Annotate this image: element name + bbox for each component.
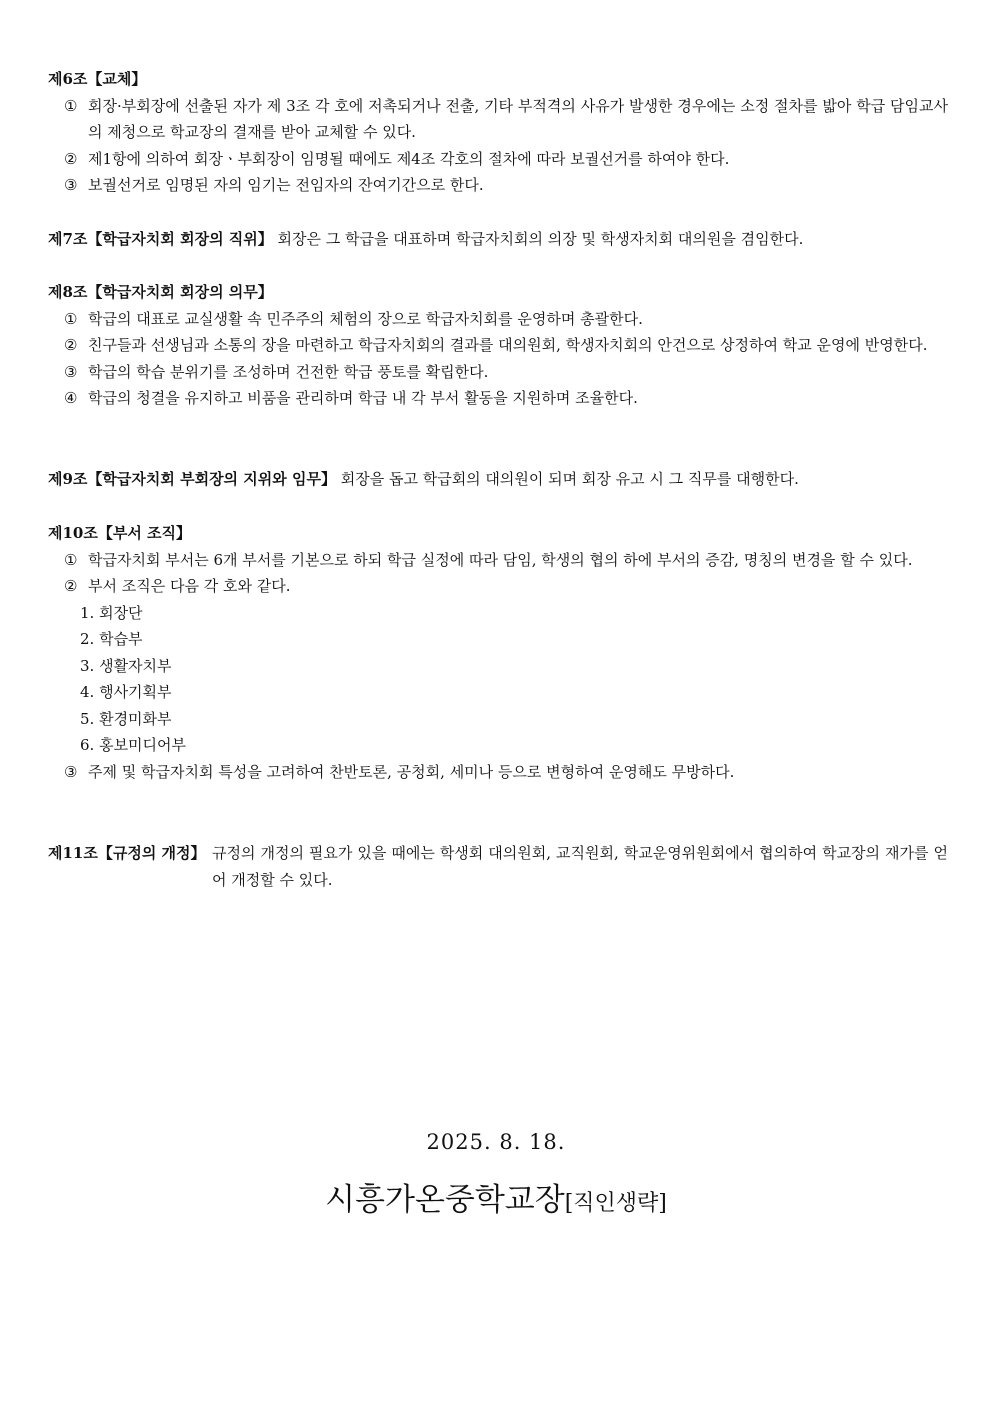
article-10-title: 제10조【부서 조직】 bbox=[48, 524, 192, 542]
item-number: ③ bbox=[64, 762, 78, 781]
department-item: 6. 홍보미디어부 bbox=[80, 736, 187, 754]
item-text: 회장·부회장에 선출된 자가 제 3조 각 호에 저촉되거나 전출, 기타 부적격의 사유가 발생한 경우에는 소정 절차를 밟아 학급 담임교사의 제청으로 학교장의 결재를 받아 교체할 수 있다. bbox=[88, 96, 948, 141]
article-9-title: 제9조【학급자치회 부회장의 지위와 임무】 bbox=[48, 470, 336, 488]
article-11-line bbox=[48, 840, 948, 893]
item-text: 보궐선거로 임명된 자의 임기는 전임자의 잔여기간으로 한다. bbox=[88, 176, 484, 194]
item-number: ② bbox=[64, 577, 78, 595]
article-8-item-1 bbox=[48, 306, 948, 333]
article-11-text: 규정의 개정의 필요가 있을 때에는 학생회 대의원회, 교직원회, 학교운영위원회에서 협의하여 학교장의 재가를 얻어 개정할 수 있다. bbox=[212, 844, 948, 889]
item-text: 학급의 학습 분위기를 조성하며 건전한 학급 풍토를 확립한다. bbox=[88, 362, 489, 381]
article-6-title: 제6조【교체】 bbox=[48, 70, 147, 88]
item-text: 친구들과 선생님과 소통의 장을 마련하고 학급자치회의 결과를 대의원회, 학생자치회의 안건으로 상정하여 학교 운영에 반영한다. bbox=[88, 336, 928, 354]
document-date: 2025. 8. 18. bbox=[426, 1130, 566, 1154]
item-text: 학급의 대표로 교실생활 속 민주주의 체험의 장으로 학급자치회를 운영하며 총괄한다. bbox=[88, 309, 643, 328]
article-9 bbox=[48, 466, 948, 493]
item-number: ① bbox=[64, 309, 78, 328]
item-text: 부서 조직은 다음 각 호와 같다. bbox=[88, 577, 291, 595]
article-10 bbox=[48, 520, 948, 785]
article-8 bbox=[48, 279, 948, 412]
article-7 bbox=[48, 226, 948, 253]
item-number: ④ bbox=[64, 389, 78, 407]
item-number: ③ bbox=[64, 176, 78, 194]
item-text: 주제 및 학급자치회 특성을 고려하여 찬반토론, 공청회, 세미나 등으로 변형하여 운영해도 무방하다. bbox=[88, 762, 735, 781]
item-text: 제1항에 의하여 회장ㆍ부회장이 임명될 때에도 제4조 각호의 절차에 따라 보궐선거를 하여야 한다. bbox=[88, 149, 730, 168]
article-7-line bbox=[48, 226, 948, 253]
article-7-text: 회장은 그 학급을 대표하며 학급자치회의 의장 및 학생자치회 대의원을 겸임한다. bbox=[272, 230, 804, 248]
article-9-line bbox=[48, 466, 948, 493]
article-6-item-2 bbox=[48, 146, 948, 173]
article-8-item-4 bbox=[48, 385, 948, 412]
item-number: ② bbox=[64, 149, 78, 168]
department-item: 4. 행사기획부 bbox=[80, 683, 172, 701]
item-number: ③ bbox=[64, 362, 78, 381]
article-8-item-2 bbox=[48, 332, 948, 359]
department-item: 1. 회장단 bbox=[80, 603, 143, 622]
article-6 bbox=[48, 66, 948, 199]
article-6-item-3 bbox=[48, 172, 948, 199]
article-6-item-1 bbox=[48, 93, 948, 146]
article-11-title: 제11조【규정의 개정】 bbox=[48, 844, 206, 862]
department-item: 5. 환경미화부 bbox=[80, 709, 172, 728]
seal-note: [직인생략] bbox=[564, 1191, 667, 1216]
department-item: 2. 학습부 bbox=[80, 630, 143, 648]
article-8-item-3 bbox=[48, 359, 948, 386]
article-10-item-3 bbox=[48, 759, 948, 786]
article-9-text: 회장을 돕고 학급회의 대의원이 되며 회장 유고 시 그 직무를 대행한다. bbox=[335, 470, 799, 488]
signer-name: 시흥가온중학교장 bbox=[325, 1182, 565, 1218]
article-11 bbox=[48, 840, 948, 893]
item-text: 학급자치회 부서는 6개 부서를 기본으로 하되 학급 실정에 따라 담임, 학생의 협의 하에 부서의 증감, 명칭의 변경을 할 수 있다. bbox=[88, 550, 913, 569]
item-number: ② bbox=[64, 336, 78, 354]
item-text: 학급의 청결을 유지하고 비품을 관리하며 학급 내 각 부서 활동을 지원하며 조율한다. bbox=[88, 389, 638, 407]
department-item: 3. 생활자치부 bbox=[80, 656, 172, 675]
item-number: ① bbox=[64, 550, 78, 569]
article-7-title: 제7조【학급자치회 회장의 직위】 bbox=[48, 230, 273, 248]
item-number: ① bbox=[64, 96, 78, 115]
signer-line bbox=[0, 1174, 992, 1219]
article-10-item-1 bbox=[48, 547, 948, 574]
article-8-title: 제8조【학급자치회 회장의 의무】 bbox=[48, 283, 273, 301]
article-10-item-2 bbox=[48, 573, 948, 600]
